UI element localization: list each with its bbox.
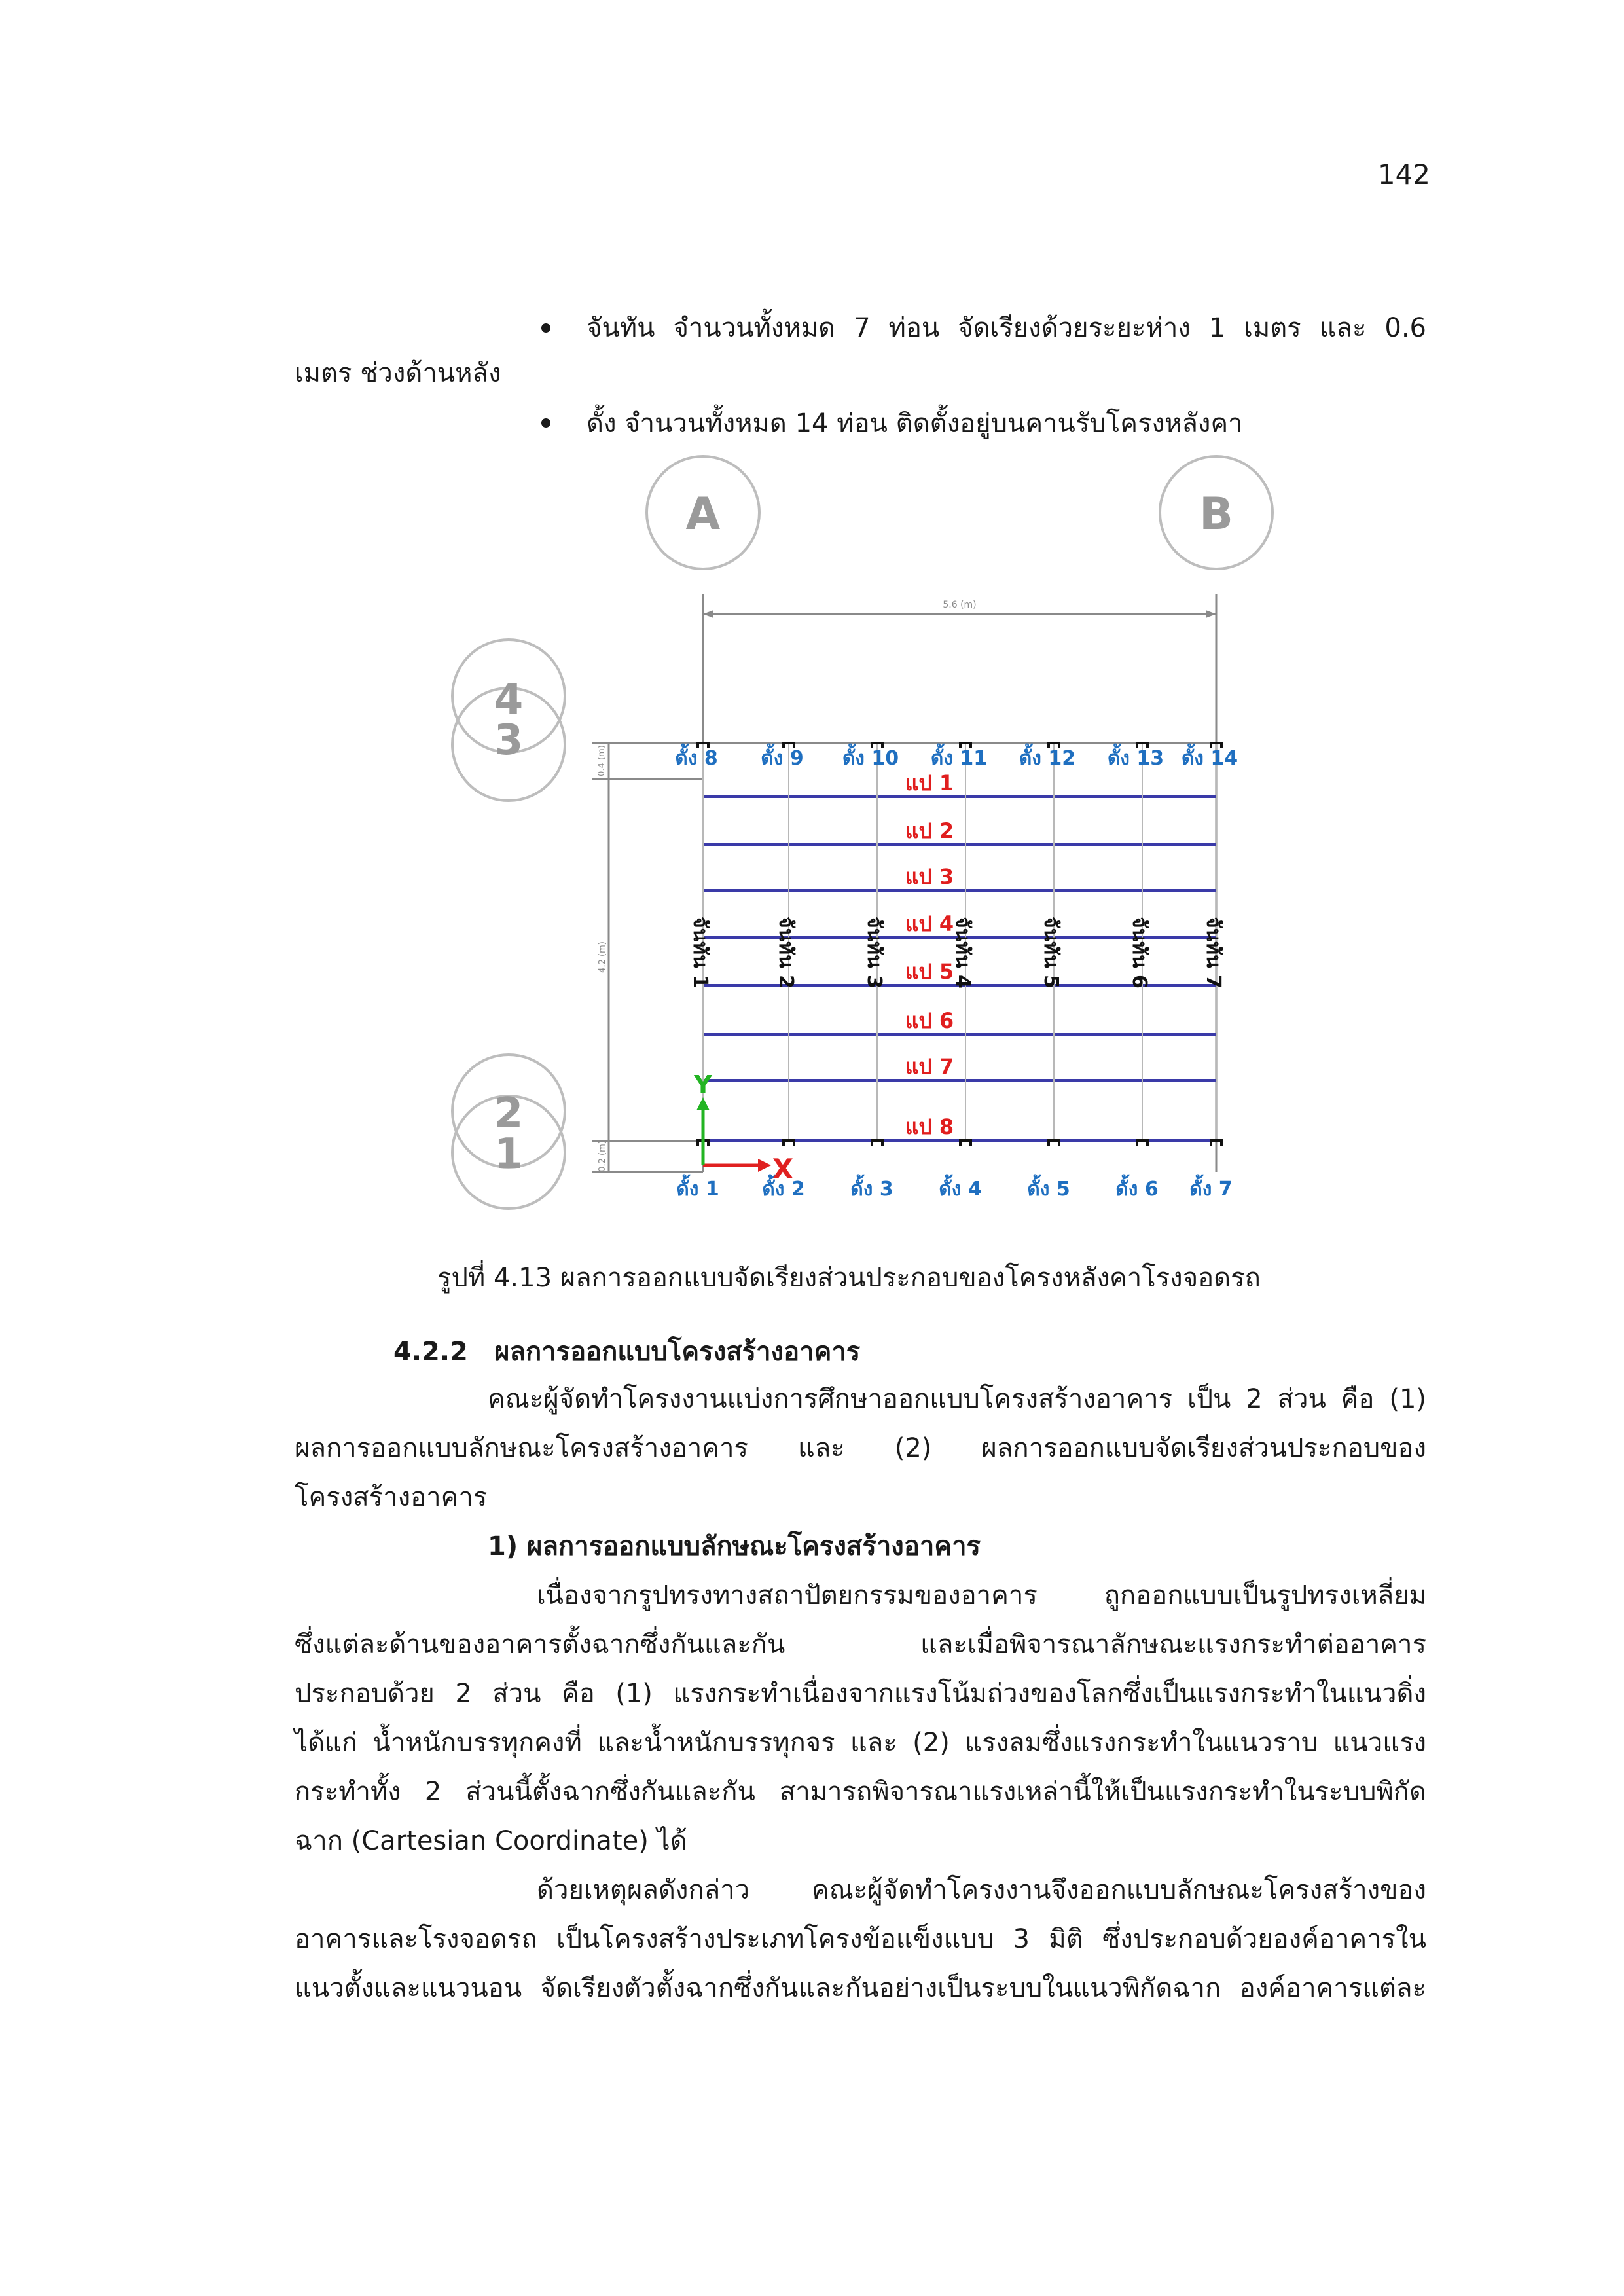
para2-line2: ซึ่งแต่ละด้านของอาคารตั้งฉากซึ่งกันและกัน และเมื่อพิจารณาลักษณะแรงกระทำต่ออาคาร [295, 1630, 1426, 1660]
post-label-top: ดั้ง 9 [761, 747, 804, 770]
purlin-label: แป 3 [905, 864, 954, 889]
dimension-top-label: 5.6 (m) [943, 600, 977, 610]
rafter-label: จันทัน 3 [863, 917, 886, 989]
rafter-label: จันทัน 6 [1128, 917, 1151, 989]
para2-line4: ได้แก่ น้ำหนักบรรทุกคงที่ และน้ำหนักบรรทุกจร และ (2) แรงลมซึ่งแรงกระทำในแนวราบ แนวแรง [295, 1728, 1426, 1758]
post-label-bottom: ดั้ง 6 [1115, 1178, 1159, 1201]
dimension-left-bottom-label: 0.2 (m) [598, 1140, 607, 1172]
post-labels-top [675, 743, 1238, 770]
para3-line3: แนวตั้งและแนวนอน จัดเรียงตัวตั้งฉากซึ่งกันและกันอย่างเป็นระบบในแนวพิกัดฉาก องค์อาคารแต่ละ [295, 1973, 1426, 2003]
axis-y-label: Y [694, 1070, 712, 1099]
post-labels-bottom [676, 1174, 1232, 1201]
purlin-labels [905, 771, 954, 1139]
post-label-top: ดั้ง 11 [930, 747, 988, 770]
grid-label-a: A [685, 488, 721, 540]
post-label-bottom: ดั้ง 5 [1027, 1178, 1070, 1201]
para2-line3: ประกอบด้วย 2 ส่วน คือ (1) แรงกระทำเนื่องจากแรงโน้มถ่วงของโลกซึ่งเป็นแรงกระทำในแนวดิ่ง [295, 1679, 1426, 1709]
post-label-bottom: ดั้ง 7 [1189, 1178, 1233, 1201]
bullet-1-line2: เมตร ช่วงด้านหลัง [295, 358, 501, 388]
rafter-label: จันทัน 1 [689, 917, 712, 989]
dimension-left-main-label: 4.2 (m) [598, 941, 607, 973]
para3-line1: ด้วยเหตุผลดังกล่าว คณะผู้จัดทำโครงงานจึงออกแบบลักษณะโครงสร้างของ [537, 1875, 1426, 1905]
post-label-top: ดั้ง 13 [1107, 747, 1164, 770]
section-number: 4.2.2 [393, 1337, 468, 1367]
post-label-top: ดั้ง 12 [1019, 747, 1076, 770]
grid-label-1: 1 [494, 1130, 524, 1178]
para1-line2: ผลการออกแบบลักษณะโครงสร้างอาคาร และ (2) ผลการออกแบบจัดเรียงส่วนประกอบของ [295, 1433, 1426, 1463]
purlin-label: แป 6 [905, 1008, 954, 1033]
para1-line1: คณะผู้จัดทำโครงงานแบ่งการศึกษาออกแบบโครงสร้างอาคาร เป็น 2 ส่วน คือ (1) [488, 1384, 1426, 1414]
purlin-label: แป 8 [905, 1114, 954, 1139]
post-label-top: ดั้ง 8 [675, 747, 718, 770]
grid-label-4: 4 [494, 676, 524, 724]
post-label-bottom: ดั้ง 2 [762, 1178, 805, 1201]
rafter-label: จันทัน 4 [951, 917, 974, 989]
subsection-heading: 1) ผลการออกแบบลักษณะโครงสร้างอาคาร [488, 1531, 981, 1561]
para2-line5: กระทำทั้ง 2 ส่วนนี้ตั้งฉากซึ่งกันและกัน สามารถพิจารณาแรงเหล่านี้ให้เป็นแรงกระทำในระบบพิกัด [295, 1777, 1426, 1807]
post-mark [1049, 1140, 1059, 1146]
purlin-label: แป 5 [905, 959, 954, 984]
post-label-bottom: ดั้ง 3 [850, 1178, 893, 1201]
post-label-top: ดั้ง 10 [842, 747, 899, 770]
post-label-top: ดั้ง 14 [1181, 747, 1238, 770]
bullet-1-line1: จันทัน จำนวนทั้งหมด 7 ท่อน จัดเรียงด้วยระยะห่าง 1 เมตร และ 0.6 [586, 313, 1426, 343]
para2-line1: เนื่องจากรูปทรงทางสถาปัตยกรรมของอาคาร ถูกออกแบบเป็นรูปทรงเหลี่ยม [537, 1580, 1426, 1611]
axis-x-label: X [772, 1153, 794, 1185]
post-label-bottom: ดั้ง 1 [676, 1178, 719, 1201]
rafter-label: จันทัน 2 [774, 917, 797, 989]
purlin-label: แป 4 [905, 911, 954, 936]
bullet-2-line1: ดั้ง จำนวนทั้งหมด 14 ท่อน ติดตั้งอยู่บนคานรับโครงหลังคา [586, 409, 1243, 439]
rafter-label: จันทัน 7 [1202, 917, 1225, 989]
post-mark [960, 1140, 971, 1146]
post-mark [1137, 1140, 1147, 1146]
figure-caption: รูปที่ 4.13 ผลการออกแบบจัดเรียงส่วนประกอบของโครงหลังคาโรงจอดรถ [437, 1263, 1261, 1293]
grid-label-b: B [1199, 488, 1233, 540]
para2-line6: ฉาก (Cartesian Coordinate) ได้ [295, 1826, 687, 1856]
post-mark [784, 1140, 794, 1146]
grid-label-2: 2 [494, 1089, 524, 1138]
para3-line2: อาคารและโรงจอดรถ เป็นโครงสร้างประเภทโครงข้อแข็งแบบ 3 มิติ ซึ่งประกอบด้วยองค์อาคารใน [295, 1924, 1426, 1954]
post-label-bottom: ดั้ง 4 [939, 1178, 982, 1201]
para1-line3: โครงสร้างอาคาร [295, 1482, 488, 1512]
purlin-label: แป 1 [905, 771, 954, 795]
grid-label-3: 3 [494, 716, 524, 765]
purlin-label: แป 2 [905, 818, 954, 843]
page-number: 142 [1377, 158, 1430, 191]
dimension-left-top-label: 0.4 (m) [597, 745, 607, 776]
section-title: ผลการออกแบบโครงสร้างอาคาร [494, 1337, 861, 1367]
rafter-label: จันทัน 5 [1039, 917, 1062, 989]
post-mark [872, 1140, 882, 1146]
rafter-labels [689, 917, 1225, 989]
purlin-label: แป 7 [905, 1054, 954, 1079]
